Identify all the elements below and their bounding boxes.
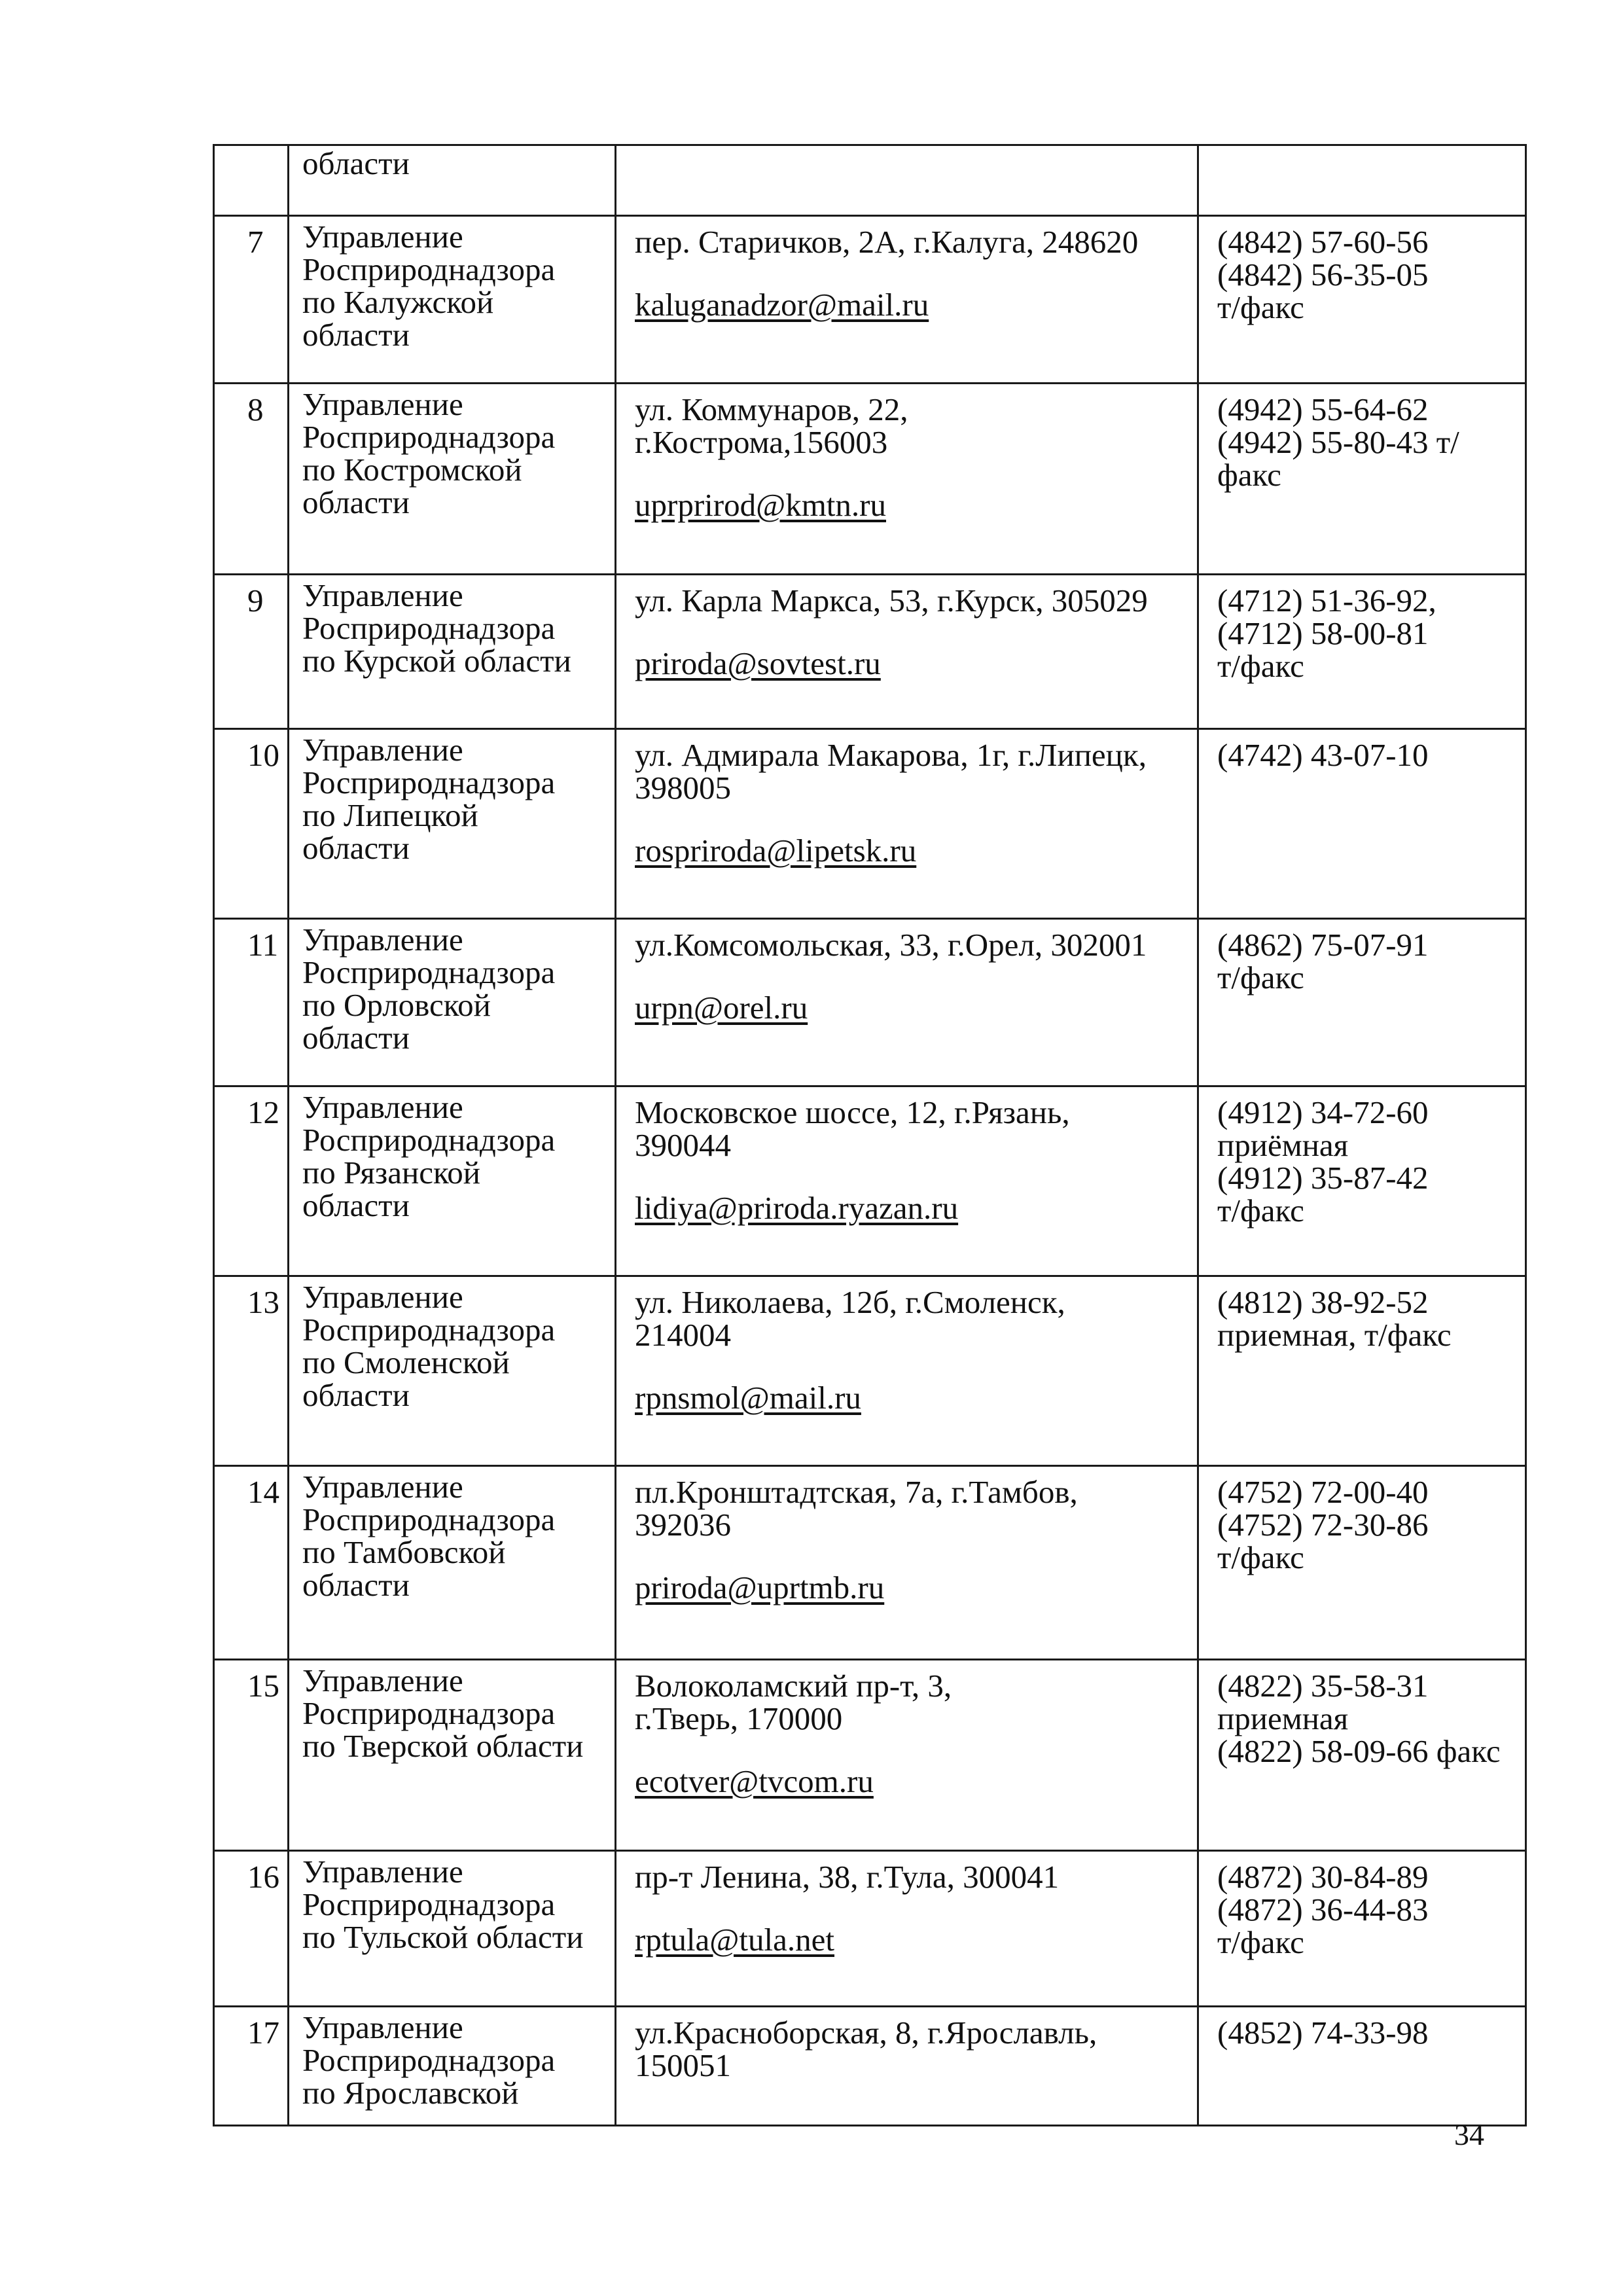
row-number-cell — [214, 1086, 289, 1276]
org-line: по Смоленской — [302, 1344, 510, 1380]
org-line: Росприроднадзора — [302, 1312, 556, 1348]
org-line: по Орловской — [302, 987, 491, 1023]
row-number-cell — [214, 1660, 289, 1851]
address-cell — [616, 1276, 1198, 1466]
table-row — [214, 919, 1526, 1086]
row-number: 15 — [247, 1668, 279, 1704]
org-line: Росприроднадзора — [302, 419, 556, 455]
org-line: области — [302, 830, 410, 866]
address-cell — [616, 1086, 1198, 1276]
address-line: г.Кострома,156003 — [635, 424, 888, 460]
page-number: 34 — [1454, 2118, 1484, 2151]
org-line: области — [302, 145, 410, 181]
table-row — [214, 1851, 1526, 2007]
org-cell — [289, 384, 616, 575]
phone-line: (4912) 34-72-60 — [1217, 1094, 1429, 1130]
email-link[interactable]: kaluganadzor@mail.ru — [635, 287, 929, 323]
email-link[interactable]: priroda@uprtmb.ru — [635, 1570, 885, 1605]
org-line: Росприроднадзора — [302, 610, 556, 646]
phone-line: (4852) 74-33-98 — [1217, 2015, 1429, 2051]
row-number: 7 — [247, 224, 264, 260]
org-cell — [289, 575, 616, 729]
phone-line: (4812) 38-92-52 — [1217, 1284, 1429, 1320]
phone-cell — [1198, 1466, 1526, 1660]
org-cell — [289, 919, 616, 1086]
table-row — [214, 2007, 1526, 2126]
org-line: Управление — [302, 1089, 463, 1125]
row-number: 13 — [247, 1284, 279, 1320]
address-line: г.Тверь, 170000 — [635, 1700, 843, 1736]
table-row — [214, 384, 1526, 575]
address-line: 390044 — [635, 1127, 731, 1163]
org-line: Управление — [302, 1279, 463, 1315]
row-number: 11 — [247, 927, 279, 963]
phone-line: (4712) 51-36-92, — [1217, 583, 1436, 619]
phone-cell — [1198, 1276, 1526, 1466]
row-number-cell — [214, 729, 289, 919]
row-number-cell — [214, 1851, 289, 2007]
address-cell — [616, 145, 1198, 216]
org-line: по Тульской области — [302, 1919, 584, 1955]
phone-line: т/факс — [1217, 1539, 1304, 1575]
email-link[interactable]: ecotver@tvcom.ru — [635, 1763, 874, 1799]
phone-cell — [1198, 1851, 1526, 2007]
email-link[interactable]: urpn@orel.ru — [635, 990, 808, 1026]
address-line: 150051 — [635, 2047, 731, 2083]
table-row — [214, 1466, 1526, 1660]
row-number: 8 — [247, 391, 264, 427]
email-link[interactable]: uprprirod@kmtn.ru — [635, 487, 886, 523]
row-number: 16 — [247, 1859, 279, 1895]
org-line: области — [302, 317, 410, 353]
phone-line: (4842) 56-35-05 — [1217, 257, 1429, 293]
org-line: Росприроднадзора — [302, 1886, 556, 1922]
org-line: Росприроднадзора — [302, 2042, 556, 2078]
org-cell — [289, 2007, 616, 2126]
phone-line: (4872) 30-84-89 — [1217, 1859, 1429, 1895]
row-number: 12 — [247, 1094, 279, 1130]
phone-cell — [1198, 216, 1526, 384]
email-link[interactable]: rospriroda@lipetsk.ru — [635, 833, 917, 869]
address-line: 214004 — [635, 1317, 731, 1353]
address-line: пер. Старичков, 2А, г.Калуга, 248620 — [635, 224, 1139, 260]
org-line: по Костромской — [302, 452, 522, 488]
org-cell — [289, 1276, 616, 1466]
email-link[interactable]: rptula@tula.net — [635, 1922, 835, 1958]
org-line: Росприроднадзора — [302, 1695, 556, 1731]
org-cell — [289, 1851, 616, 2007]
org-line: области — [302, 1377, 410, 1413]
phone-cell — [1198, 2007, 1526, 2126]
org-line: по Тамбовской — [302, 1534, 506, 1570]
phone-line: приемная — [1217, 1700, 1349, 1736]
row-number: 14 — [247, 1474, 279, 1510]
org-line: Росприроднадзора — [302, 954, 556, 990]
address-cell — [616, 216, 1198, 384]
table-row — [214, 575, 1526, 729]
phone-line: приемная, т/факс — [1217, 1317, 1452, 1353]
table-row — [214, 1660, 1526, 1851]
phone-line: т/факс — [1217, 648, 1304, 684]
org-line: по Курской области — [302, 643, 571, 679]
phone-line: (4822) 58-09-66 факс — [1217, 1733, 1501, 1769]
phone-line: (4842) 57-60-56 — [1217, 224, 1429, 260]
org-cell — [289, 216, 616, 384]
address-cell — [616, 2007, 1198, 2126]
table-row — [214, 1086, 1526, 1276]
org-line: по Тверской области — [302, 1728, 584, 1764]
address-line: ул.Комсомольская, 33, г.Орел, 302001 — [635, 927, 1147, 963]
address-line: Волоколамский пр-т, 3, — [635, 1668, 952, 1704]
org-line: Росприроднадзора — [302, 1501, 556, 1537]
org-line: Росприроднадзора — [302, 251, 556, 287]
phone-line: (4742) 43-07-10 — [1217, 737, 1429, 773]
row-number-cell — [214, 1276, 289, 1466]
address-cell — [616, 1660, 1198, 1851]
org-line: Управление — [302, 386, 463, 422]
org-line: по Ярославской — [302, 2075, 519, 2111]
address-line: Московское шоссе, 12, г.Рязань, — [635, 1094, 1070, 1130]
address-line: ул. Карла Маркса, 53, г.Курск, 305029 — [635, 583, 1148, 619]
org-line: области — [302, 1567, 410, 1603]
org-line: Росприроднадзора — [302, 1122, 556, 1158]
address-cell — [616, 1466, 1198, 1660]
phone-cell — [1198, 145, 1526, 216]
row-number: 9 — [247, 583, 264, 619]
org-line: Управление — [302, 1854, 463, 1890]
org-line: Управление — [302, 732, 463, 768]
table-row — [214, 1276, 1526, 1466]
org-line: Управление — [302, 1662, 463, 1698]
org-line: по Калужской — [302, 284, 494, 320]
org-cell — [289, 145, 616, 216]
row-number-cell — [214, 919, 289, 1086]
address-line: ул. Николаева, 12б, г.Смоленск, — [635, 1284, 1065, 1320]
org-line: по Липецкой — [302, 797, 478, 833]
email-link[interactable]: priroda@sovtest.ru — [635, 645, 881, 681]
row-number: 17 — [247, 2015, 279, 2051]
phone-line: т/факс — [1217, 289, 1304, 325]
phone-line: (4912) 35-87-42 — [1217, 1160, 1429, 1196]
phone-line: (4942) 55-80-43 т/ — [1217, 424, 1459, 460]
phone-cell — [1198, 1660, 1526, 1851]
org-cell — [289, 729, 616, 919]
phone-cell — [1198, 919, 1526, 1086]
contacts-table-body — [214, 145, 1526, 2126]
org-line: Управление — [302, 219, 463, 255]
address-line: пл.Кронштадтская, 7а, г.Тамбов, — [635, 1474, 1078, 1510]
org-line: области — [302, 484, 410, 520]
phone-line: т/факс — [1217, 960, 1304, 996]
org-cell — [289, 1086, 616, 1276]
phone-line: (4862) 75-07-91 — [1217, 927, 1429, 963]
email-link[interactable]: rpnsmol@mail.ru — [635, 1380, 861, 1416]
phone-cell — [1198, 384, 1526, 575]
org-line: области — [302, 1020, 410, 1056]
table-row — [214, 729, 1526, 919]
phone-cell — [1198, 1086, 1526, 1276]
phone-line: (4712) 58-00-81 — [1217, 615, 1429, 651]
org-cell — [289, 1466, 616, 1660]
continuation-row — [214, 145, 1526, 216]
address-line: ул.Красноборская, 8, г.Ярославль, — [635, 2015, 1097, 2051]
org-line: Управление — [302, 577, 463, 613]
phone-line: (4752) 72-30-86 — [1217, 1507, 1429, 1543]
address-line: 398005 — [635, 770, 731, 806]
phone-line: приёмная — [1217, 1127, 1349, 1163]
org-line: Управление — [302, 2009, 463, 2045]
address-cell — [616, 919, 1198, 1086]
org-cell — [289, 1660, 616, 1851]
org-line: Управление — [302, 1469, 463, 1505]
org-line: Росприроднадзора — [302, 764, 556, 800]
phone-line: (4942) 55-64-62 — [1217, 391, 1429, 427]
row-number: 10 — [247, 737, 279, 773]
phone-line: т/факс — [1217, 1193, 1304, 1229]
row-number-cell — [214, 1466, 289, 1660]
row-number-cell — [214, 2007, 289, 2126]
phone-line: (4822) 35-58-31 — [1217, 1668, 1429, 1704]
phone-line: (4752) 72-00-40 — [1217, 1474, 1429, 1510]
address-line: ул. Адмирала Макарова, 1г, г.Липецк, — [635, 737, 1147, 773]
phone-line: (4872) 36-44-83 — [1217, 1892, 1429, 1928]
address-line: 392036 — [635, 1507, 731, 1543]
table-row — [214, 216, 1526, 384]
org-line: области — [302, 1187, 410, 1223]
address-cell — [616, 1851, 1198, 2007]
address-cell — [616, 575, 1198, 729]
contacts-table — [213, 144, 1527, 2126]
email-link[interactable]: lidiya@priroda.ryazan.ru — [635, 1190, 959, 1226]
row-number-cell — [214, 384, 289, 575]
address-cell — [616, 729, 1198, 919]
address-line: пр-т Ленина, 38, г.Тула, 300041 — [635, 1859, 1060, 1895]
org-line: Управление — [302, 922, 463, 958]
address-line: ул. Коммунаров, 22, — [635, 391, 908, 427]
phone-line: т/факс — [1217, 1924, 1304, 1960]
phone-cell — [1198, 575, 1526, 729]
phone-line: факс — [1217, 457, 1281, 493]
phone-cell — [1198, 729, 1526, 919]
row-number-cell — [214, 216, 289, 384]
org-line: по Рязанской — [302, 1155, 481, 1191]
row-number-cell — [214, 145, 289, 216]
address-cell — [616, 384, 1198, 575]
row-number-cell — [214, 575, 289, 729]
